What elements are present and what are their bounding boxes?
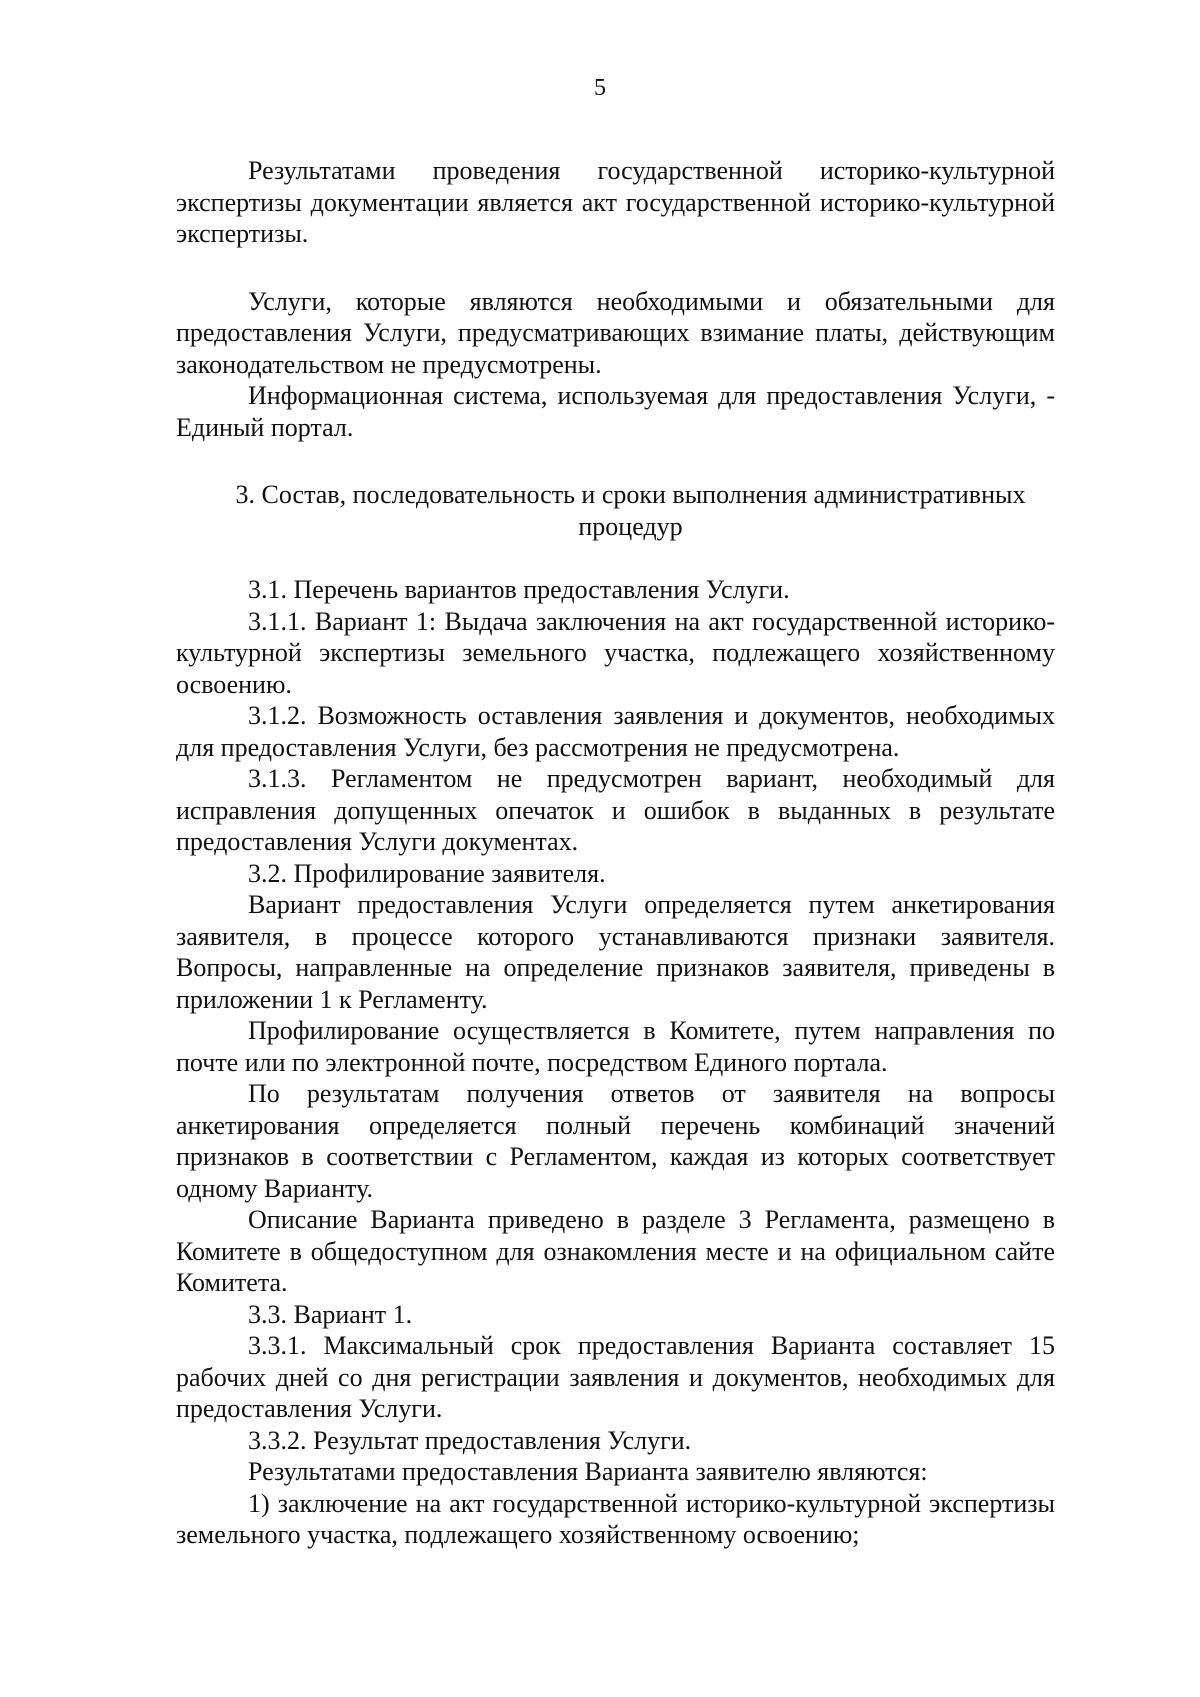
paragraph-result-item-1: 1) заключение на акт государственной историко-культурной экспертизы земельного участка, подлежащего хозяйственному освоению; bbox=[176, 1488, 1055, 1549]
paragraph-profiling-results: По результатам получения ответов от заявителя на вопросы анкетирования определяется полный перечень комбинаций значений признаков в соответствии с Регламентом, каждая из которых соответствует одному Варианту. bbox=[176, 1079, 1055, 1203]
paragraph-information-system: Информационная система, используемая для предоставления Услуги, - Единый портал. bbox=[176, 381, 1055, 442]
section-heading: 3. Состав, последовательность и сроки выполнения административных процедур bbox=[235, 480, 1026, 541]
paragraph-profiling-method: Вариант предоставления Услуги определяется путем анкетирования заявителя, в процессе которого устанавливаются признаки заявителя. Вопросы, направленные на определение признаков заявителя, приведены в приложении 1 к Регламенту. bbox=[176, 890, 1055, 1014]
paragraph-3-1: 3.1. Перечень вариантов предоставления Услуги. bbox=[248, 575, 790, 604]
paragraph-3-3: 3.3. Вариант 1. bbox=[248, 1299, 413, 1329]
document-body bbox=[176, 155, 1055, 1551]
paragraph-variant-description: Описание Варианта приведено в разделе 3 Регламента, размещено в Комитете в общедоступном для ознакомления месте и на официальном сайте Комитета. bbox=[176, 1205, 1055, 1297]
paragraph-required-services: Услуги, которые являются необходимыми и обязательными для предоставления Услуги, предусматривающих взимание платы, действующим законодательством не предусмотрены. bbox=[176, 286, 1055, 379]
paragraph-3-2: 3.2. Профилирование заявителя. bbox=[248, 858, 606, 888]
paragraph-results-intro: Результатами предоставления Варианта заявителю являются: bbox=[248, 1457, 928, 1486]
paragraph-3-1-3: 3.1.3. Регламентом не предусмотрен вариант, необходимый для исправления допущенных опечаток и ошибок в выданных в результате предоставления Услуги документах. bbox=[176, 764, 1055, 856]
paragraph-3-3-2: 3.3.2. Результат предоставления Услуги. bbox=[248, 1425, 692, 1455]
paragraph-expertise-result: Результатами проведения государственной историко-культурной экспертизы документации является акт государственной историко-культурной экспертизы. bbox=[176, 156, 1055, 248]
page-number: 5 bbox=[594, 75, 606, 101]
paragraph-3-1-2: 3.1.2. Возможность оставления заявления и документов, необходимых для предоставления Услуги, без рассмотрения не предусмотрена. bbox=[176, 701, 1055, 762]
paragraph-profiling-channels: Профилирование осуществляется в Комитете, путем направления по почте или по электронной почте, посредством Единого портала. bbox=[176, 1016, 1055, 1077]
paragraph-3-3-1: 3.3.1. Максимальный срок предоставления Варианта составляет 15 рабочих дней со дня регистрации заявления и документов, необходимых для предоставления Услуги. bbox=[176, 1331, 1055, 1423]
paragraph-3-1-1: 3.1.1. Вариант 1: Выдача заключения на акт государственной историко-культурной экспертизы земельного участка, подлежащего хозяйственному освоению. bbox=[176, 606, 1055, 699]
